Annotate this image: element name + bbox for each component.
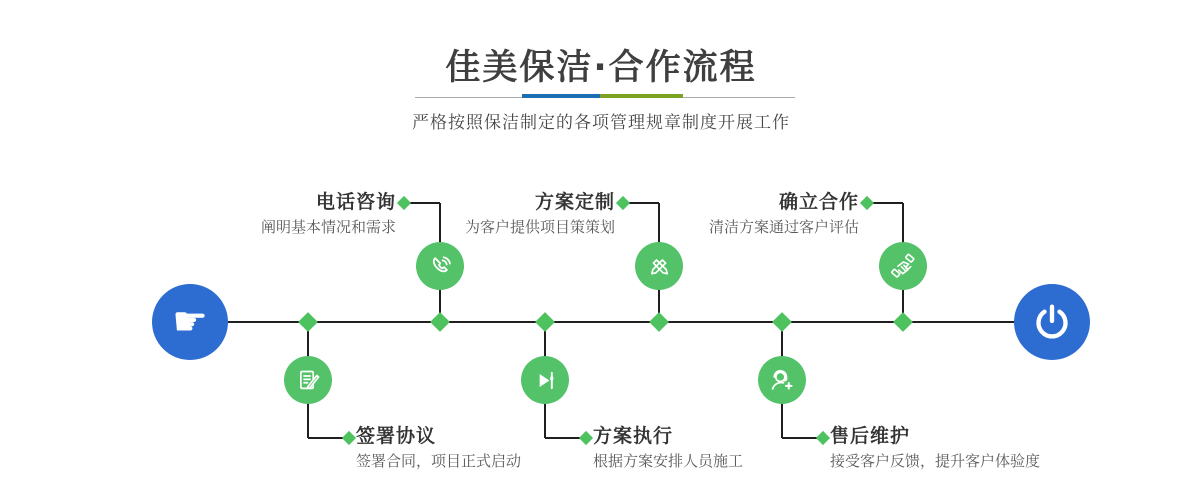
label-diamond — [397, 196, 411, 210]
timeline-node-diamond — [649, 312, 669, 332]
step-label-execute — [593, 424, 743, 472]
step-desc: 为客户提供项目策策划 — [464, 218, 615, 236]
step-desc: 阐明基本情况和需求 — [260, 218, 396, 236]
headset-plus-icon — [768, 366, 796, 394]
step-desc: 清洁方案通过客户评估 — [708, 218, 859, 236]
step-label-plan — [465, 190, 615, 238]
label-diamond — [579, 431, 593, 445]
label-diamond — [860, 196, 874, 210]
step-label-sign — [356, 424, 521, 472]
step-title: 方案定制 — [534, 191, 615, 213]
connector-line — [308, 437, 344, 439]
step-label-cooperate — [709, 190, 859, 238]
document-pen-icon — [295, 367, 322, 394]
label-diamond — [816, 431, 830, 445]
timeline-node-diamond — [893, 312, 913, 332]
page-subtitle: 严格按照保洁制定的各项管理规章制度开展工作 — [412, 113, 790, 133]
timeline-end-circle — [1014, 284, 1090, 360]
timeline-node-diamond — [535, 312, 555, 332]
timeline-node-diamond — [772, 312, 792, 332]
step-desc: 签署合同，项目正式启动 — [356, 452, 522, 470]
label-diamond — [342, 431, 356, 445]
step-circle-sign — [284, 356, 332, 404]
power-icon — [1032, 302, 1072, 342]
step-title: 售后维护 — [830, 425, 911, 447]
step-label-aftersales — [830, 424, 1040, 472]
play-slider-icon — [532, 367, 559, 394]
connector-line — [409, 202, 440, 204]
timeline-start-circle — [152, 284, 228, 360]
connector-line — [872, 202, 903, 204]
handshake-icon — [889, 252, 917, 280]
step-title: 电话咨询 — [315, 191, 396, 213]
divider-accent-green — [600, 94, 683, 98]
step-circle-cooperate — [879, 242, 927, 290]
label-diamond — [616, 196, 630, 210]
divider-accent-blue — [522, 94, 600, 98]
connector-line — [545, 437, 581, 439]
pencils-icon — [646, 253, 673, 280]
step-title: 确立合作 — [778, 191, 859, 213]
step-title: 方案执行 — [593, 425, 674, 447]
step-label-phone — [261, 190, 396, 238]
step-circle-phone — [416, 242, 464, 290]
pointing-hand-icon: ☛ — [172, 299, 208, 345]
timeline-node-diamond — [298, 312, 318, 332]
page-title: 佳美保洁·合作流程 — [445, 48, 757, 88]
phone-icon — [427, 253, 454, 280]
timeline-node-diamond — [430, 312, 450, 332]
step-circle-plan — [635, 242, 683, 290]
connector-line — [628, 202, 659, 204]
step-circle-execute — [521, 356, 569, 404]
step-circle-aftersales — [758, 356, 806, 404]
step-title: 签署协议 — [356, 425, 437, 447]
connector-line — [782, 437, 818, 439]
step-desc: 根据方案安排人员施工 — [593, 452, 744, 470]
step-desc: 接受客户反馈，提升客户体验度 — [830, 452, 1041, 470]
